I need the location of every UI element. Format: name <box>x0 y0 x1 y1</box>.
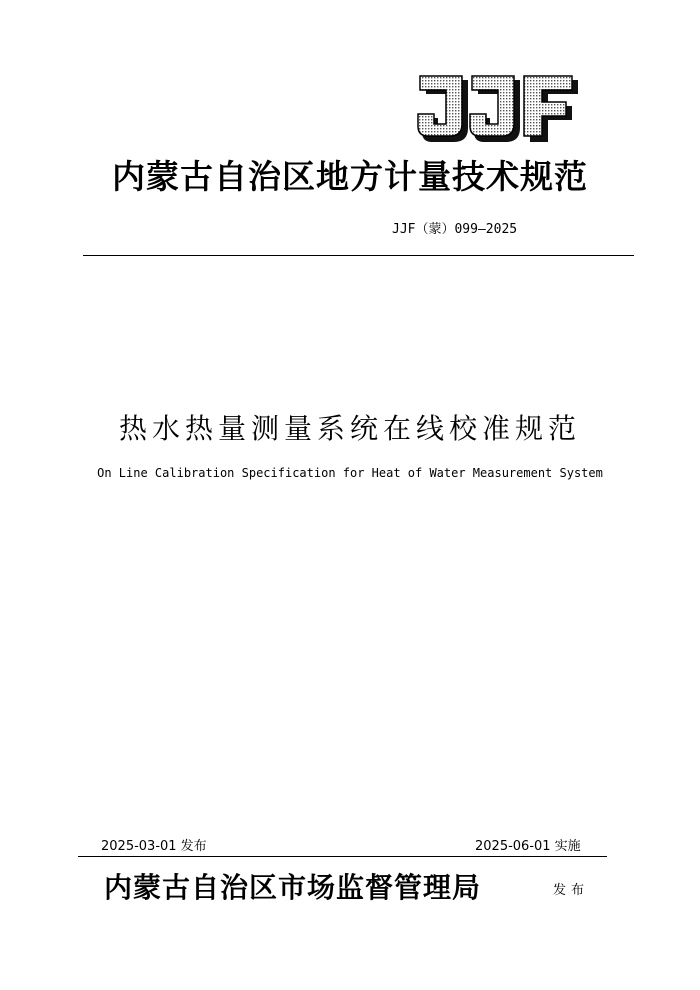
release-date: 2025-03-01 发布 <box>101 839 207 854</box>
document-title-english: On Line Calibration Specification for Heat of Water Measurement System <box>97 466 603 480</box>
footer-divider <box>78 856 607 857</box>
header-divider <box>83 255 634 256</box>
issuing-authority: 内蒙古自治区市场监督管理局 <box>104 871 482 904</box>
jjf-logo-icon <box>416 74 578 144</box>
agency-title: 内蒙古自治区地方计量技术规范 <box>112 157 588 196</box>
issuing-authority-suffix: 发布 <box>553 883 590 898</box>
implementation-date: 2025-06-01 实施 <box>475 839 581 854</box>
document-code: JJF（蒙）099—2025 <box>392 222 518 237</box>
document-title-chinese: 热水热量测量系统在线校准规范 <box>118 412 581 445</box>
logo-face <box>418 76 572 136</box>
